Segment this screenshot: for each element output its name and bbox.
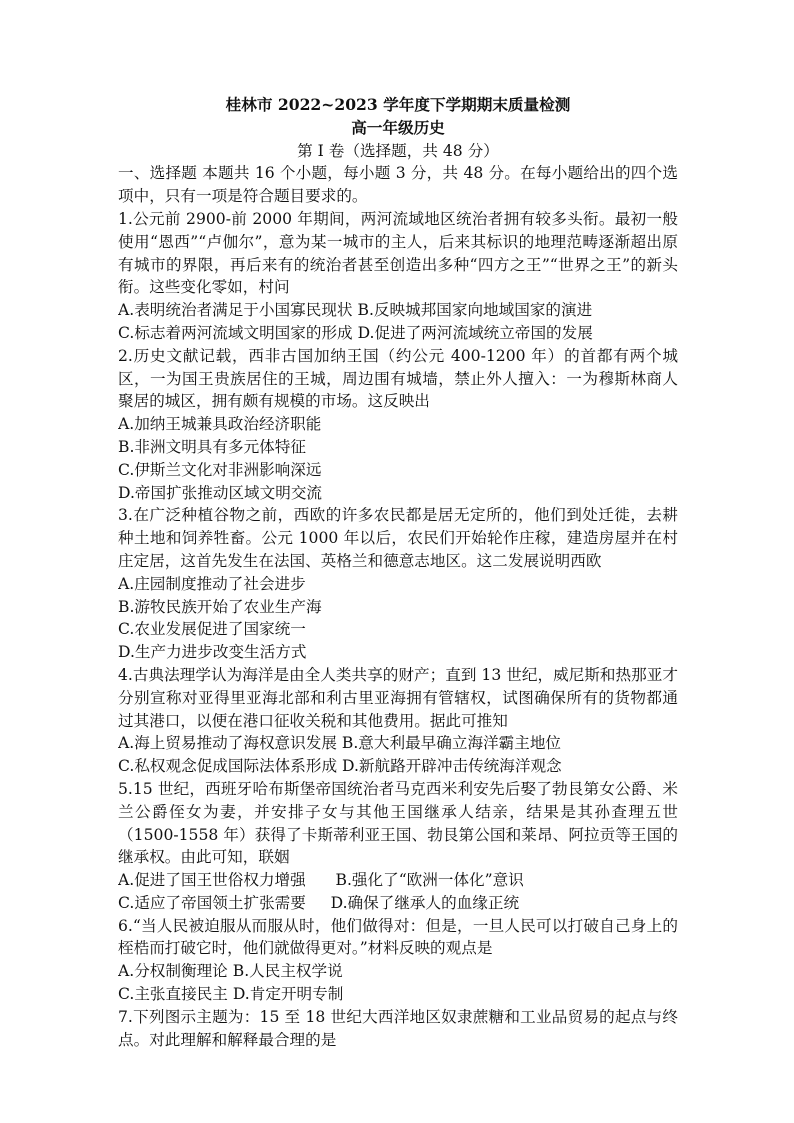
option-b: B.非洲文明具有多元体特征 (118, 437, 306, 456)
section-title: 第 I 卷（选择题，共 48 分） (297, 141, 499, 160)
option-row: A.海上贸易推动了海权意识发展 B.意大利最早确立海洋霸主地位 (118, 734, 562, 753)
option-c: C.农业发展促进了国家统一 (118, 620, 306, 639)
option-d: D.帝国扩张推动区域文明交流 (118, 483, 323, 502)
question-4 (118, 664, 678, 778)
question-2 (118, 345, 678, 505)
option-row: C.私权观念促成国际法体系形成 D.新航路开辟冲击传统海洋观念 (118, 757, 562, 776)
question-1 (118, 208, 678, 345)
question-3 (118, 504, 678, 664)
option-a: A.庄园制度推动了社会进步 (118, 574, 306, 593)
question-stem: 6.“当人民被迫服从而服从时，他们做得对：但是，一旦人民可以打破自己身上的桎梏而打破它时，他们就做得更对。”材料反映的观点是 (118, 916, 678, 958)
question-6 (118, 915, 678, 1006)
option-row: C.适应了帝国领土扩张需要 D.确保了继承人的血缘正统 (118, 893, 520, 912)
exam-subtitle: 高一年级历史 (351, 117, 445, 137)
question-stem: 5.15 世纪，西班牙哈布斯堡帝国统治者马克西米利安先后娶了勃艮第女公爵、米兰公爵侄女为妻，并安排子女与其他王国继承人结亲，结果是其孙查理五世（1500-1558 年）获得了卡斯蒂利亚王国、勃艮第公国和莱昂、阿拉贡等王国的继承权。由此可知，联姻 (118, 779, 678, 867)
option-c: C.伊斯兰文化对非洲影响深远 (118, 460, 322, 479)
option-d: D.生产力进步改变生活方式 (118, 643, 307, 662)
option-row: A.促进了国王世俗权力增强 B.强化了“欧洲一体化”意识 (118, 871, 524, 890)
question-stem: 4.古典法理学认为海洋是由全人类共享的财产；直到 13 世纪，威尼斯和热那亚才分别宣称对亚得里亚海北部和利古里亚海拥有管辖权，试图确保所有的货物都通过其港口，以便在港口征收关税和其他费用。据此可推知 (118, 665, 678, 730)
instructions: 一、选择题 本题共 16 个小题，每小题 3 分，共 48 分。在每小题给出的四个选项中，只有一项是符合题目要求的。 (118, 164, 678, 206)
question-5 (118, 778, 678, 915)
question-7 (118, 1006, 678, 1052)
option-a: A.加纳王城兼具政治经济职能 (118, 415, 322, 434)
exam-page (118, 94, 678, 1051)
option-row: A.分权制衡理论 B.人民主权学说 (118, 962, 343, 981)
question-stem: 2.历史文献记载，西非古国加纳王国（约公元 400-1200 年）的首都有两个城区，一为国王贵族居住的王城，周边围有城墙，禁止外人擅入：一为穆斯林商人聚居的城区，拥有颇有规模的市场。这反映出 (118, 346, 678, 411)
question-stem: 3.在广泛种植谷物之前，西欧的许多农民都是居无定所的，他们到处迁徙，去耕种土地和饲养牲畜。公元 1000 年以后，农民们开始轮作庄稼，建造房屋并在村庄定居，这首先发生在法国、英格兰和德意志地区。这二发展说明西欧 (118, 506, 678, 570)
exam-header (118, 94, 678, 162)
option-b: B.游牧民族开始了农业生产海 (118, 597, 322, 616)
option-row: C.标志着两河流域文明国家的形成 D.促进了两河流域统立帝国的发展 (118, 323, 593, 342)
option-row: A.表明统治者满足于小国寡民现状 B.反映城邦国家向地域国家的演进 (118, 301, 593, 320)
exam-title: 桂林市 2022~2023 学年度下学期期末质量检测 (225, 95, 571, 114)
question-stem: 7.下列图示主题为：15 至 18 世纪大西洋地区奴隶蔗糖和工业品贸易的起点与终点。对此理解和解释最合理的是 (118, 1007, 678, 1049)
option-row: C.主张直接民主 D.肯定开明专制 (118, 985, 344, 1004)
question-stem: 1.公元前 2900-前 2000 年期间，两河流域地区统治者拥有较多头衔。最初一般使用“恩西”“卢伽尔”，意为某一城市的主人，后来其标识的地理范畴逐渐超出原有城市的界限，再后来有的统治者甚至创造出多种“四方之王”“世界之王”的新头衔。这些变化零如，村问 (118, 209, 678, 297)
